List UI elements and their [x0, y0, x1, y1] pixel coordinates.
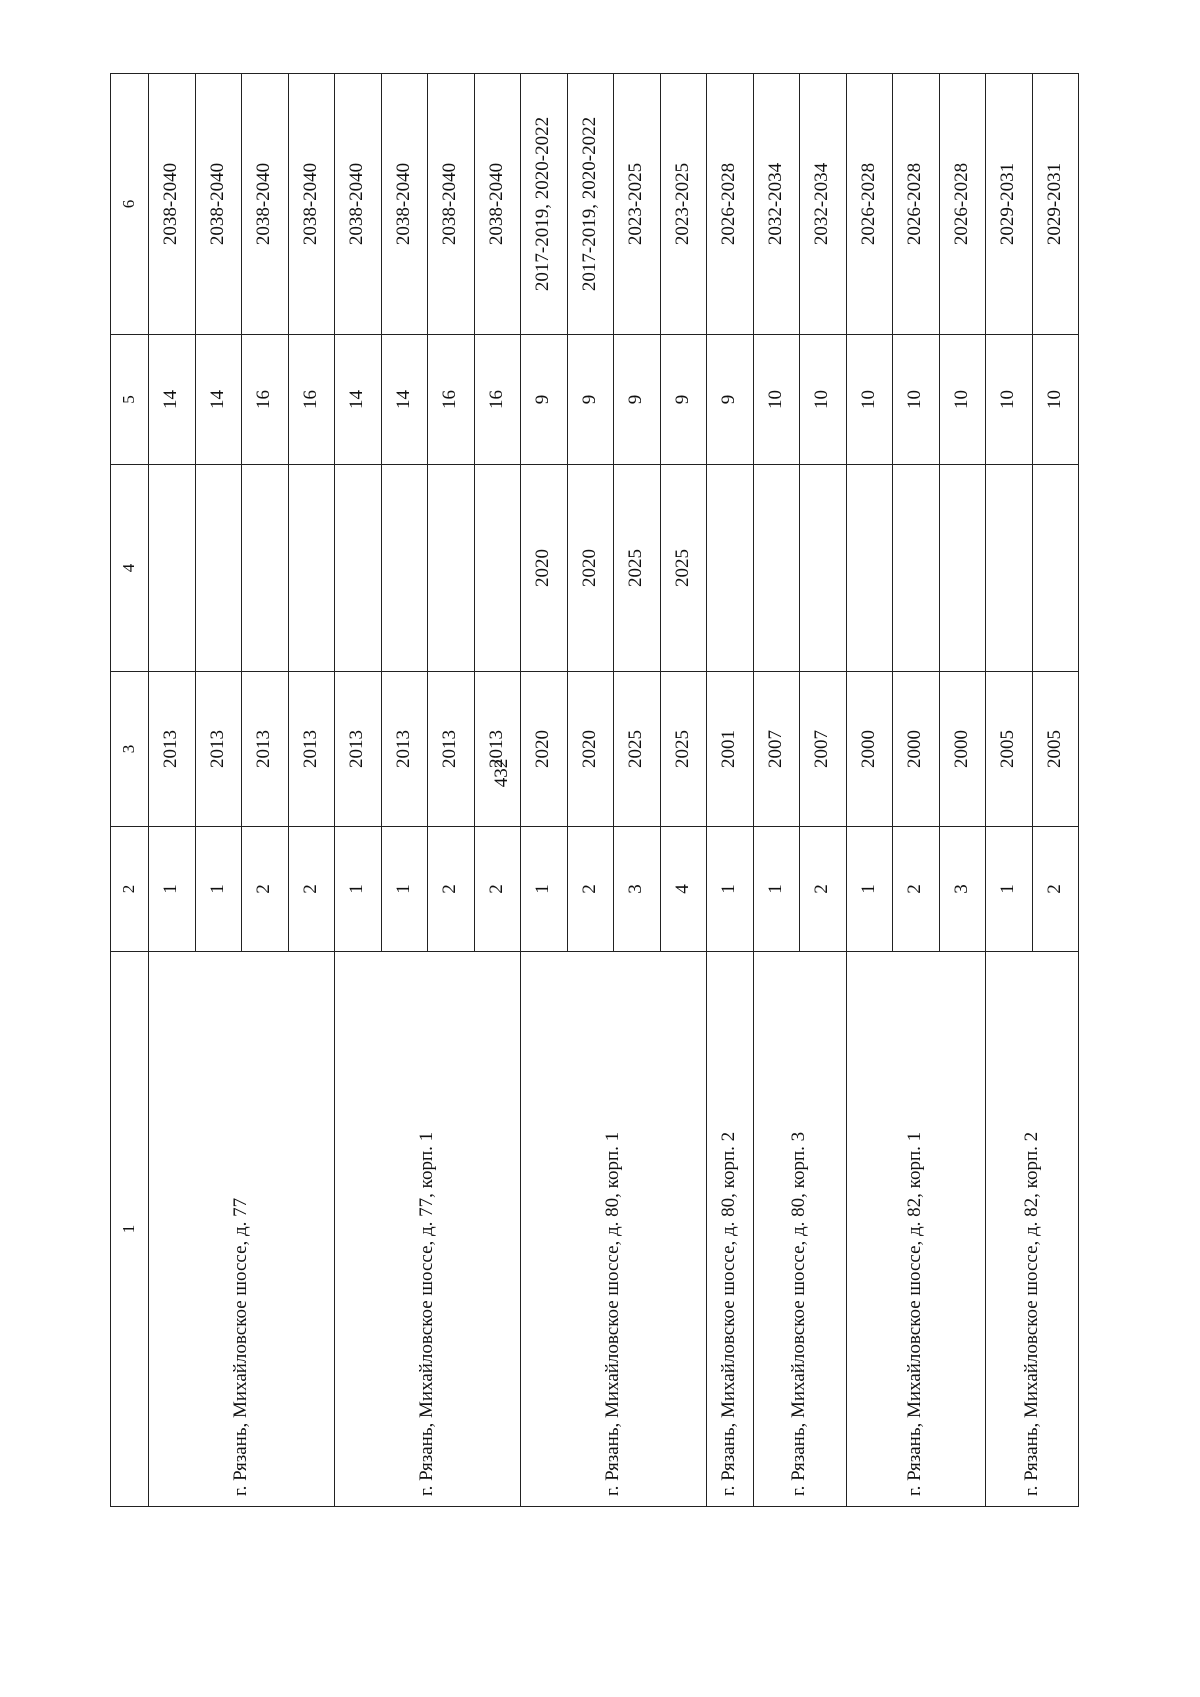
cell-c5: 14 [381, 335, 428, 465]
cell-c3: 2013 [474, 672, 521, 827]
cell-c5: 9 [567, 335, 614, 465]
column-number-5: 5 [111, 335, 149, 465]
cell-c6: 2026-2028 [939, 74, 986, 335]
cell-c2: 4 [660, 827, 707, 952]
cell-c5: 16 [242, 335, 289, 465]
column-number-2: 2 [111, 827, 149, 952]
cell-c6: 2038-2040 [149, 74, 196, 335]
cell-c6: 2038-2040 [195, 74, 242, 335]
cell-c5: 14 [149, 335, 196, 465]
cell-c2: 2 [288, 827, 335, 952]
cell-c4 [939, 465, 986, 672]
cell-c4 [195, 465, 242, 672]
cell-c6: 2032-2034 [753, 74, 800, 335]
cell-c3: 2013 [288, 672, 335, 827]
column-number-6: 6 [111, 74, 149, 335]
column-number-row [111, 74, 149, 1507]
cell-c4: 2025 [614, 465, 661, 672]
cell-c2: 1 [149, 827, 196, 952]
cell-c3: 2005 [1032, 672, 1079, 827]
cell-c4 [242, 465, 289, 672]
cell-c4 [1032, 465, 1079, 672]
cell-c2: 2 [1032, 827, 1079, 952]
cell-c6: 2038-2040 [335, 74, 382, 335]
cell-c5: 10 [986, 335, 1033, 465]
cell-c2: 2 [567, 827, 614, 952]
cell-c5: 16 [474, 335, 521, 465]
cell-c4 [288, 465, 335, 672]
cell-c3: 2013 [149, 672, 196, 827]
cell-c6: 2038-2040 [474, 74, 521, 335]
cell-c2: 1 [195, 827, 242, 952]
page-number: 432 [491, 758, 512, 788]
cell-c6: 2038-2040 [288, 74, 335, 335]
cell-c6: 2017-2019, 2020-2022 [521, 74, 568, 335]
cell-c3: 2020 [567, 672, 614, 827]
cell-c6: 2038-2040 [428, 74, 475, 335]
address-cell: г. Рязань, Михайловское шоссе, д. 80, корп. 2 [707, 952, 754, 1507]
address-cell: г. Рязань, Михайловское шоссе, д. 80, корп. 1 [521, 952, 707, 1507]
cell-c3: 2007 [800, 672, 847, 827]
cell-c3: 2020 [521, 672, 568, 827]
cell-c4 [893, 465, 940, 672]
rotated-table-frame [110, 74, 1078, 1507]
cell-c2: 1 [381, 827, 428, 952]
cell-c4 [800, 465, 847, 672]
cell-c6: 2032-2034 [800, 74, 847, 335]
cell-c6: 2038-2040 [381, 74, 428, 335]
cell-c3: 2007 [753, 672, 800, 827]
cell-c5: 10 [1032, 335, 1079, 465]
cell-c4 [335, 465, 382, 672]
cell-c5: 10 [846, 335, 893, 465]
cell-c5: 10 [800, 335, 847, 465]
cell-c5: 14 [195, 335, 242, 465]
address-cell: г. Рязань, Михайловское шоссе, д. 82, корп. 1 [846, 952, 986, 1507]
column-number-4: 4 [111, 465, 149, 672]
cell-c5: 10 [939, 335, 986, 465]
cell-c4: 2020 [521, 465, 568, 672]
table-row [707, 74, 754, 1507]
cell-c2: 2 [474, 827, 521, 952]
cell-c3: 2000 [939, 672, 986, 827]
cell-c2: 2 [428, 827, 475, 952]
cell-c3: 2005 [986, 672, 1033, 827]
cell-c2: 1 [707, 827, 754, 952]
table-row [521, 74, 568, 1507]
cell-c4: 2025 [660, 465, 707, 672]
cell-c6: 2038-2040 [242, 74, 289, 335]
cell-c5: 9 [660, 335, 707, 465]
cell-c2: 3 [614, 827, 661, 952]
cell-c3: 2000 [893, 672, 940, 827]
cell-c5: 14 [335, 335, 382, 465]
cell-c5: 10 [753, 335, 800, 465]
cell-c3: 2001 [707, 672, 754, 827]
cell-c2: 2 [800, 827, 847, 952]
cell-c4 [474, 465, 521, 672]
table-row [986, 74, 1033, 1507]
cell-c5: 9 [707, 335, 754, 465]
cell-c3: 2025 [660, 672, 707, 827]
cell-c5: 9 [521, 335, 568, 465]
cell-c3: 2013 [242, 672, 289, 827]
cell-c4 [753, 465, 800, 672]
cell-c3: 2013 [195, 672, 242, 827]
cell-c6: 2023-2025 [614, 74, 661, 335]
cell-c3: 2013 [335, 672, 382, 827]
cell-c4 [381, 465, 428, 672]
cell-c6: 2026-2028 [707, 74, 754, 335]
cell-c2: 3 [939, 827, 986, 952]
cell-c5: 16 [288, 335, 335, 465]
cell-c4: 2020 [567, 465, 614, 672]
cell-c3: 2013 [428, 672, 475, 827]
address-cell: г. Рязань, Михайловское шоссе, д. 82, корп. 2 [986, 952, 1079, 1507]
cell-c2: 2 [242, 827, 289, 952]
column-number-1: 1 [111, 952, 149, 1507]
cell-c5: 16 [428, 335, 475, 465]
address-cell: г. Рязань, Михайловское шоссе, д. 80, корп. 3 [753, 952, 846, 1507]
repair-schedule-table [110, 73, 1079, 1507]
cell-c3: 2000 [846, 672, 893, 827]
cell-c6: 2026-2028 [846, 74, 893, 335]
cell-c6: 2029-2031 [986, 74, 1033, 335]
address-cell: г. Рязань, Михайловское шоссе, д. 77 [149, 952, 335, 1507]
address-cell: г. Рязань, Михайловское шоссе, д. 77, корп. 1 [335, 952, 521, 1507]
cell-c4 [846, 465, 893, 672]
cell-c4 [428, 465, 475, 672]
cell-c2: 1 [521, 827, 568, 952]
table-row [846, 74, 893, 1507]
table-row [335, 74, 382, 1507]
cell-c3: 2013 [381, 672, 428, 827]
cell-c4 [707, 465, 754, 672]
cell-c2: 1 [753, 827, 800, 952]
cell-c6: 2017-2019, 2020-2022 [567, 74, 614, 335]
table-row [149, 74, 196, 1507]
cell-c2: 1 [986, 827, 1033, 952]
table-body [111, 74, 1079, 1507]
cell-c4 [986, 465, 1033, 672]
cell-c6: 2023-2025 [660, 74, 707, 335]
table-row [753, 74, 800, 1507]
cell-c4 [149, 465, 196, 672]
cell-c6: 2029-2031 [1032, 74, 1079, 335]
cell-c3: 2025 [614, 672, 661, 827]
cell-c2: 2 [893, 827, 940, 952]
cell-c5: 9 [614, 335, 661, 465]
cell-c5: 10 [893, 335, 940, 465]
column-number-3: 3 [111, 672, 149, 827]
cell-c2: 1 [335, 827, 382, 952]
cell-c2: 1 [846, 827, 893, 952]
cell-c6: 2026-2028 [893, 74, 940, 335]
